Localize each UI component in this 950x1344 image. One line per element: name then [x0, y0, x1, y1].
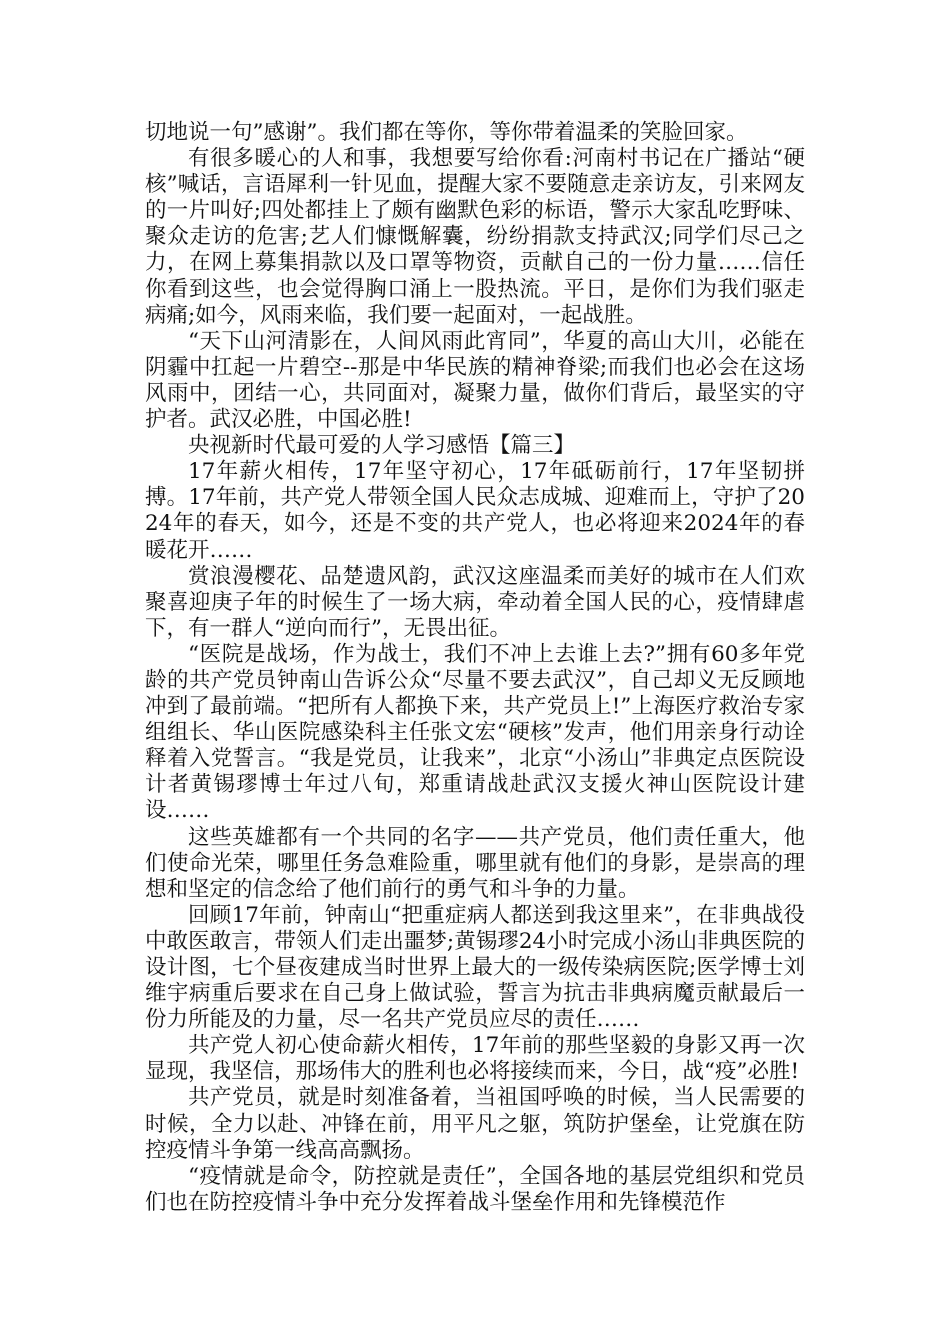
paragraph: “疫情就是命令，防控就是责任”，全国各地的基层党组织和党员们也在防控疫情斗争中充分发挥着战斗堡垒作用和先锋模范作: [145, 1163, 805, 1215]
paragraph-continuation: 切地说一句”感谢”。我们都在等你，等你带着温柔的笑脸回家。: [145, 120, 748, 145]
paragraph: 共产党人初心使命薪火相传，17年前的那些坚毅的身影又再一次显现，我坚信，那场伟大的胜利也必将接续而来，今日，战“疫”必胜!: [145, 1033, 805, 1085]
paragraph: 这些英雄都有一个共同的名字——共产党员，他们责任重大，他们使命光荣，哪里任务急难险重，哪里就有他们的身影，是崇高的理想和坚定的信念给了他们前行的勇气和斗争的力量。: [145, 824, 805, 902]
paragraph: “医院是战场，作为战士，我们不冲上去谁上去?”拥有60多年党龄的共产党员钟南山告诉公众“尽量不要去武汉”，自己却义无反顾地冲到了最前端。“把所有人都换下来，共产党员上!”上海医疗救治专家组组长、华山医院感染科主任张文宏“硬核”发声，他们用亲身行动诠释着入党誓言。“我是党员，让我来”，北京“小汤山”非典定点医院设计者黄锡璆博士年过八旬，郑重请战赴武汉支援火神山医院设计建设……: [145, 641, 805, 824]
paragraph: 回顾17年前，钟南山“把重症病人都送到我这里来”，在非典战役中敢医敢言，带领人们走出噩梦;黄锡璆24小时完成小汤山非典医院的设计图，七个昼夜建成当时世界上最大的一级传染病医院;医学博士刘维宇病重后要求在自己身上做试验，誓言为抗击非典病魔贡献最后一份力所能及的力量，尽一名共产党员应尽的责任……: [145, 902, 805, 1033]
paragraph: 赏浪漫樱花、品楚遗风韵，武汉这座温柔而美好的城市在人们欢聚喜迎庚子年的时候生了一场大病，牵动着全国人民的心，疫情肆虐下，有一群人“逆向而行”，无畏出征。: [145, 563, 805, 641]
paragraph: “天下山河清影在，人间风雨此宵同”，华夏的高山大川，必能在阴霾中扛起一片碧空--那是中华民族的精神脊梁;而我们也必会在这场风雨中，团结一心，共同面对，凝聚力量，做你们背后，最坚实的守护者。武汉必胜，中国必胜!: [145, 328, 805, 433]
paragraph: 有很多暖心的人和事，我想要写给你看:河南村书记在广播站“硬核”喊话，言语犀利一针见血，提醒大家不要随意走亲访友，引来网友的一片叫好;四处都挂上了颇有幽默色彩的标语，警示大家乱吃野味、聚众走访的危害;艺人们慷慨解囊，纷纷捐款支持武汉;同学们尽己之力，在网上募集捐款以及口罩等物资，贡献自己的一份力量……信任你看到这些，也会觉得胸口涌上一股热流。平日，是你们为我们驱走病痛;如今，风雨来临，我们要一起面对，一起战胜。: [145, 146, 805, 328]
paragraph: 共产党员，就是时刻准备着，当祖国呼唤的时候，当人民需要的时候，全力以赴、冲锋在前，用平凡之躯，筑防护堡垒，让党旗在防控疫情斗争第一线高高飘扬。: [145, 1085, 805, 1163]
document-page: [145, 120, 805, 1216]
paragraph: 17年薪火相传，17年坚守初心，17年砥砺前行，17年坚韧拼搏。17年前，共产党人带领全国人民众志成城、迎难而上，守护了2024年的春天，如今，还是不变的共产党人，也必将迎来2024年的春暖花开……: [145, 459, 805, 563]
section-heading: 央视新时代最可爱的人学习感悟【篇三】: [188, 433, 576, 459]
